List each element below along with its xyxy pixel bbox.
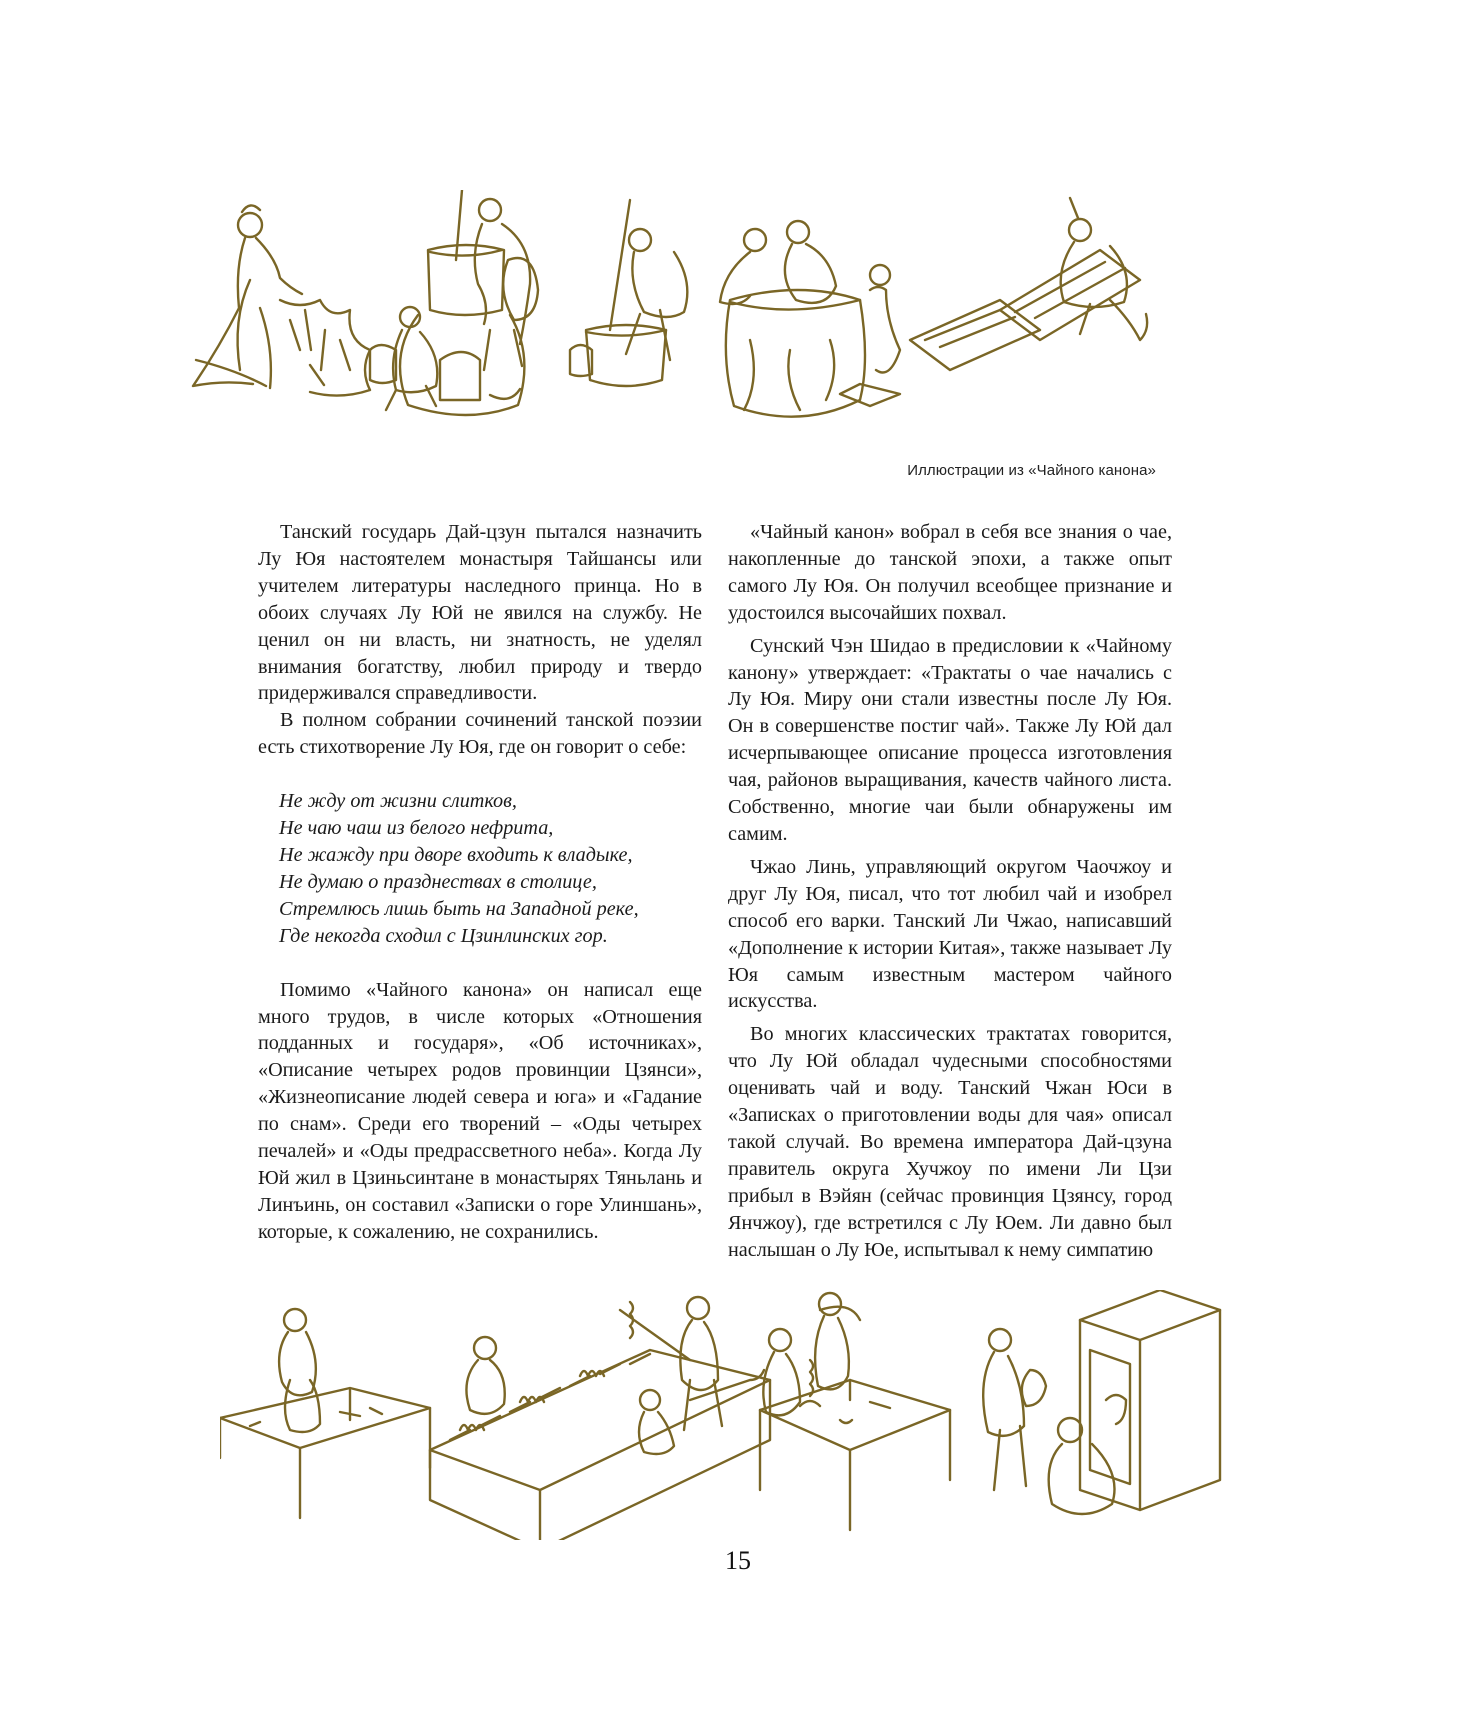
paragraph: Во многих классических трактатах говорится, что Лу Юй обладал чудесными способностями оценивать чай и воду. Танский Чжан Юси в «Записках о приготовлении воды для чая» описал такой случай. Во времена императора Дай-цзуна правитель округа Хучжоу по имени Ли Цзи прибыл в Вэйян (сейчас провинция Цзянсу, город Янчжоу), где встретился с Лу Юем. Ли давно был наслышан о Лу Юе, испытывал к нему симпатию <box>728 1023 1172 1261</box>
poem-line: Не чаю чаш из белого нефрита, <box>279 817 554 840</box>
paragraph: Танский государь Дай-цзун пытался назначить Лу Юя настоятелем монастыря Тайшансы или учителем литературы наследного принца. Но в обоих случаях Лу Юй не явился на службу. Не ценил он ни власть, ни знатность, не уделял внимания богатству, любил природу и твердо придерживался справедливости. <box>258 521 702 705</box>
left-text-column <box>258 519 702 1246</box>
page-number: 15 <box>725 1546 751 1575</box>
illustration-caption: Иллюстрации из «Чайного канона» <box>907 462 1156 479</box>
poem-line: Не думаю о празднествах в столице, <box>279 870 597 893</box>
drying-racks-figure <box>910 198 1147 370</box>
poem-line: Где некогда сходил с Цзинлинских гор. <box>279 924 608 947</box>
worker-at-bench-figure <box>220 1309 430 1518</box>
poem-line: Стремлюсь лишь быть на Западной реке, <box>279 897 639 920</box>
poem-line: Не жду от жизни слитков, <box>279 790 517 813</box>
pounding-worker-figure <box>570 200 687 386</box>
square-table-figures <box>760 1293 950 1530</box>
tea-processing-illustration-top <box>190 190 1235 440</box>
paragraph: Помимо «Чайного канона» он написал еще много трудов, в числе которых «Отношения подданных и государя», «Об источниках», «Описание четырех родов провинции Цзянси», «Жизнеописание людей севера и юга» и «Гадание по снам». Среди его творений – «Оды четырех печалей» и «Оды предрассветного неба». Когда Лу Юй жил в Цзиньсинтане в монастырях Тяньлань и Линъинь, он составил «Записки о горе Улиншань», которые, к сожалению, не сохранились. <box>258 978 702 1243</box>
paragraph: В полном собрании сочинений танской поэзии есть стихотворение Лу Юя, где он говорит о себе: <box>258 709 702 759</box>
paragraph: Сунский Чэн Шидао в предисловии к «Чайному канону» утверждает: «Трактаты о чае начались с Лу Юя. Миру они стали известны после Лу Юя. Он в совершенстве постиг чай». Также Лу Юй дал исчерпывающее описание процесса изготовления чая, районов выращивания, качеств чайного листа. Собственно, многие чаи были обнаружены им самим. <box>728 634 1172 845</box>
paragraph: «Чайный канон» вобрал в себя все знания о чае, накопленные до танской эпохи, а также опыт самого Лу Юя. Он получил всеобщее признание и удостоился высочайших похвал. <box>728 521 1172 624</box>
paragraph: Чжао Линь, управляющий округом Чаочжоу и друг Лу Юя, писал, что тот любил чай и изобрел способ его варки. Танский Ли Чжао, написавший «Дополнение к истории Китая», также называет Лу Юя самым известным мастером чайного искусства. <box>728 855 1172 1013</box>
tea-processing-illustration-bottom <box>220 1290 1230 1540</box>
poem-quote <box>279 788 702 949</box>
tea-rolling-table-figure <box>720 221 900 417</box>
standing-worker-with-drum-figure <box>475 199 538 370</box>
drying-cabinet-figures <box>983 1290 1220 1514</box>
poem-line: Не жажду при дворе входить к владыке, <box>279 843 633 866</box>
right-text-column <box>728 519 1172 1263</box>
woman-picking-tea-figure <box>193 205 370 395</box>
long-table-skewers-figure <box>430 1297 770 1540</box>
